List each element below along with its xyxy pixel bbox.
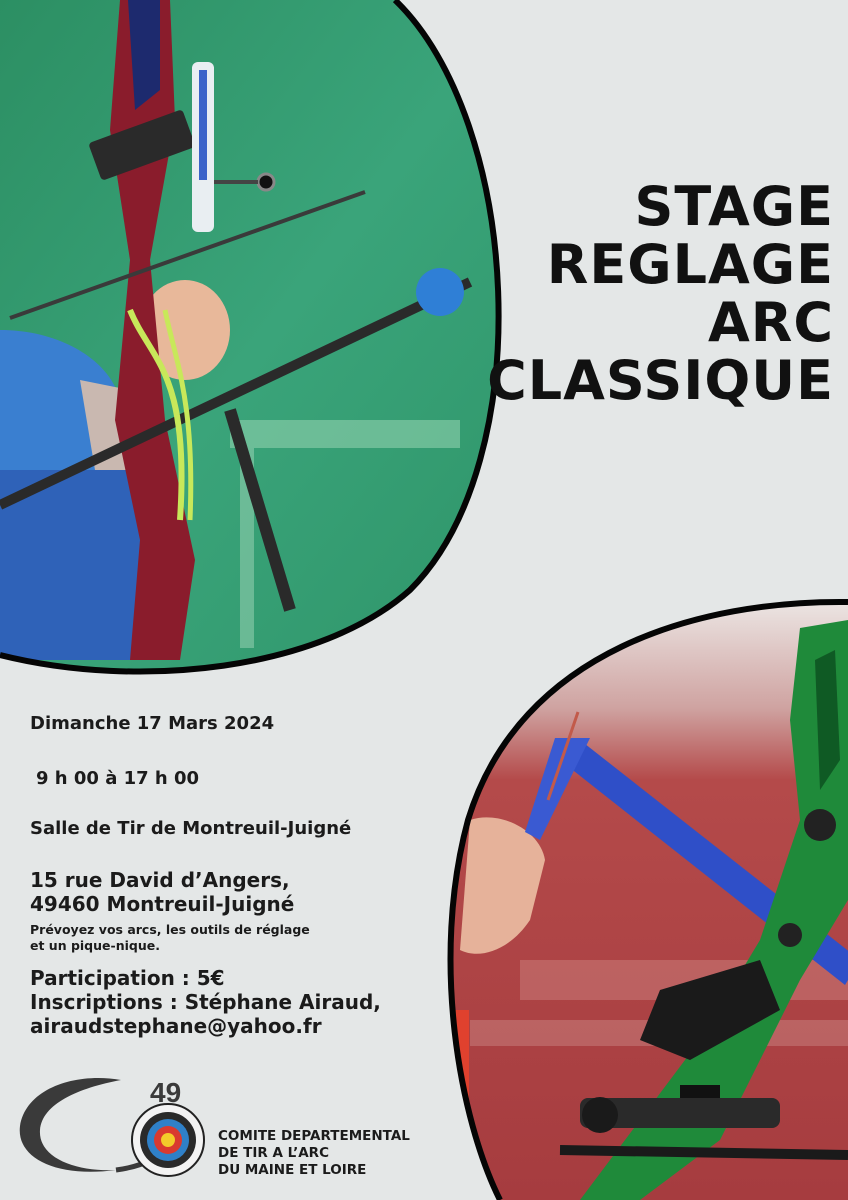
note-line-1: Prévoyez vos arcs, les outils de réglage (30, 922, 310, 937)
title-line-1: STAGE (634, 175, 834, 238)
event-hours: 9 h 00 à 17 h 00 (36, 768, 200, 789)
event-registration-block (30, 966, 381, 1038)
title-line-2: REGLAGE (546, 233, 834, 296)
organization-name (218, 1128, 410, 1179)
address-line-2: 49460 Montreuil-Juigné (30, 892, 295, 916)
event-date: Dimanche 17 Mars 2024 (30, 713, 275, 734)
organization-line-3: DU MAINE ET LOIRE (218, 1162, 367, 1178)
organization-line-2: DE TIR A L’ARC (218, 1145, 329, 1161)
event-title (414, 175, 834, 412)
note-line-2: et un pique-nique. (30, 938, 160, 953)
title-line-3: ARC (707, 291, 834, 354)
target-icon (132, 1104, 204, 1176)
address-line-1: 15 rue David d’Angers, (30, 868, 290, 892)
contact-email[interactable]: airaudstephane@yahoo.fr (30, 1014, 322, 1038)
event-address (30, 868, 294, 916)
committee-logo (16, 1066, 216, 1196)
title-line-4: CLASSIQUE (487, 349, 834, 412)
organization-line-1: COMITE DEPARTEMENTAL (218, 1128, 410, 1144)
participation-fee: Participation : 5€ (30, 966, 225, 990)
event-venue: Salle de Tir de Montreuil-Juigné (30, 818, 352, 839)
event-note (30, 922, 310, 954)
logo-number: 49 (150, 1077, 182, 1108)
registration-contact: Inscriptions : Stéphane Airaud, (30, 990, 381, 1014)
